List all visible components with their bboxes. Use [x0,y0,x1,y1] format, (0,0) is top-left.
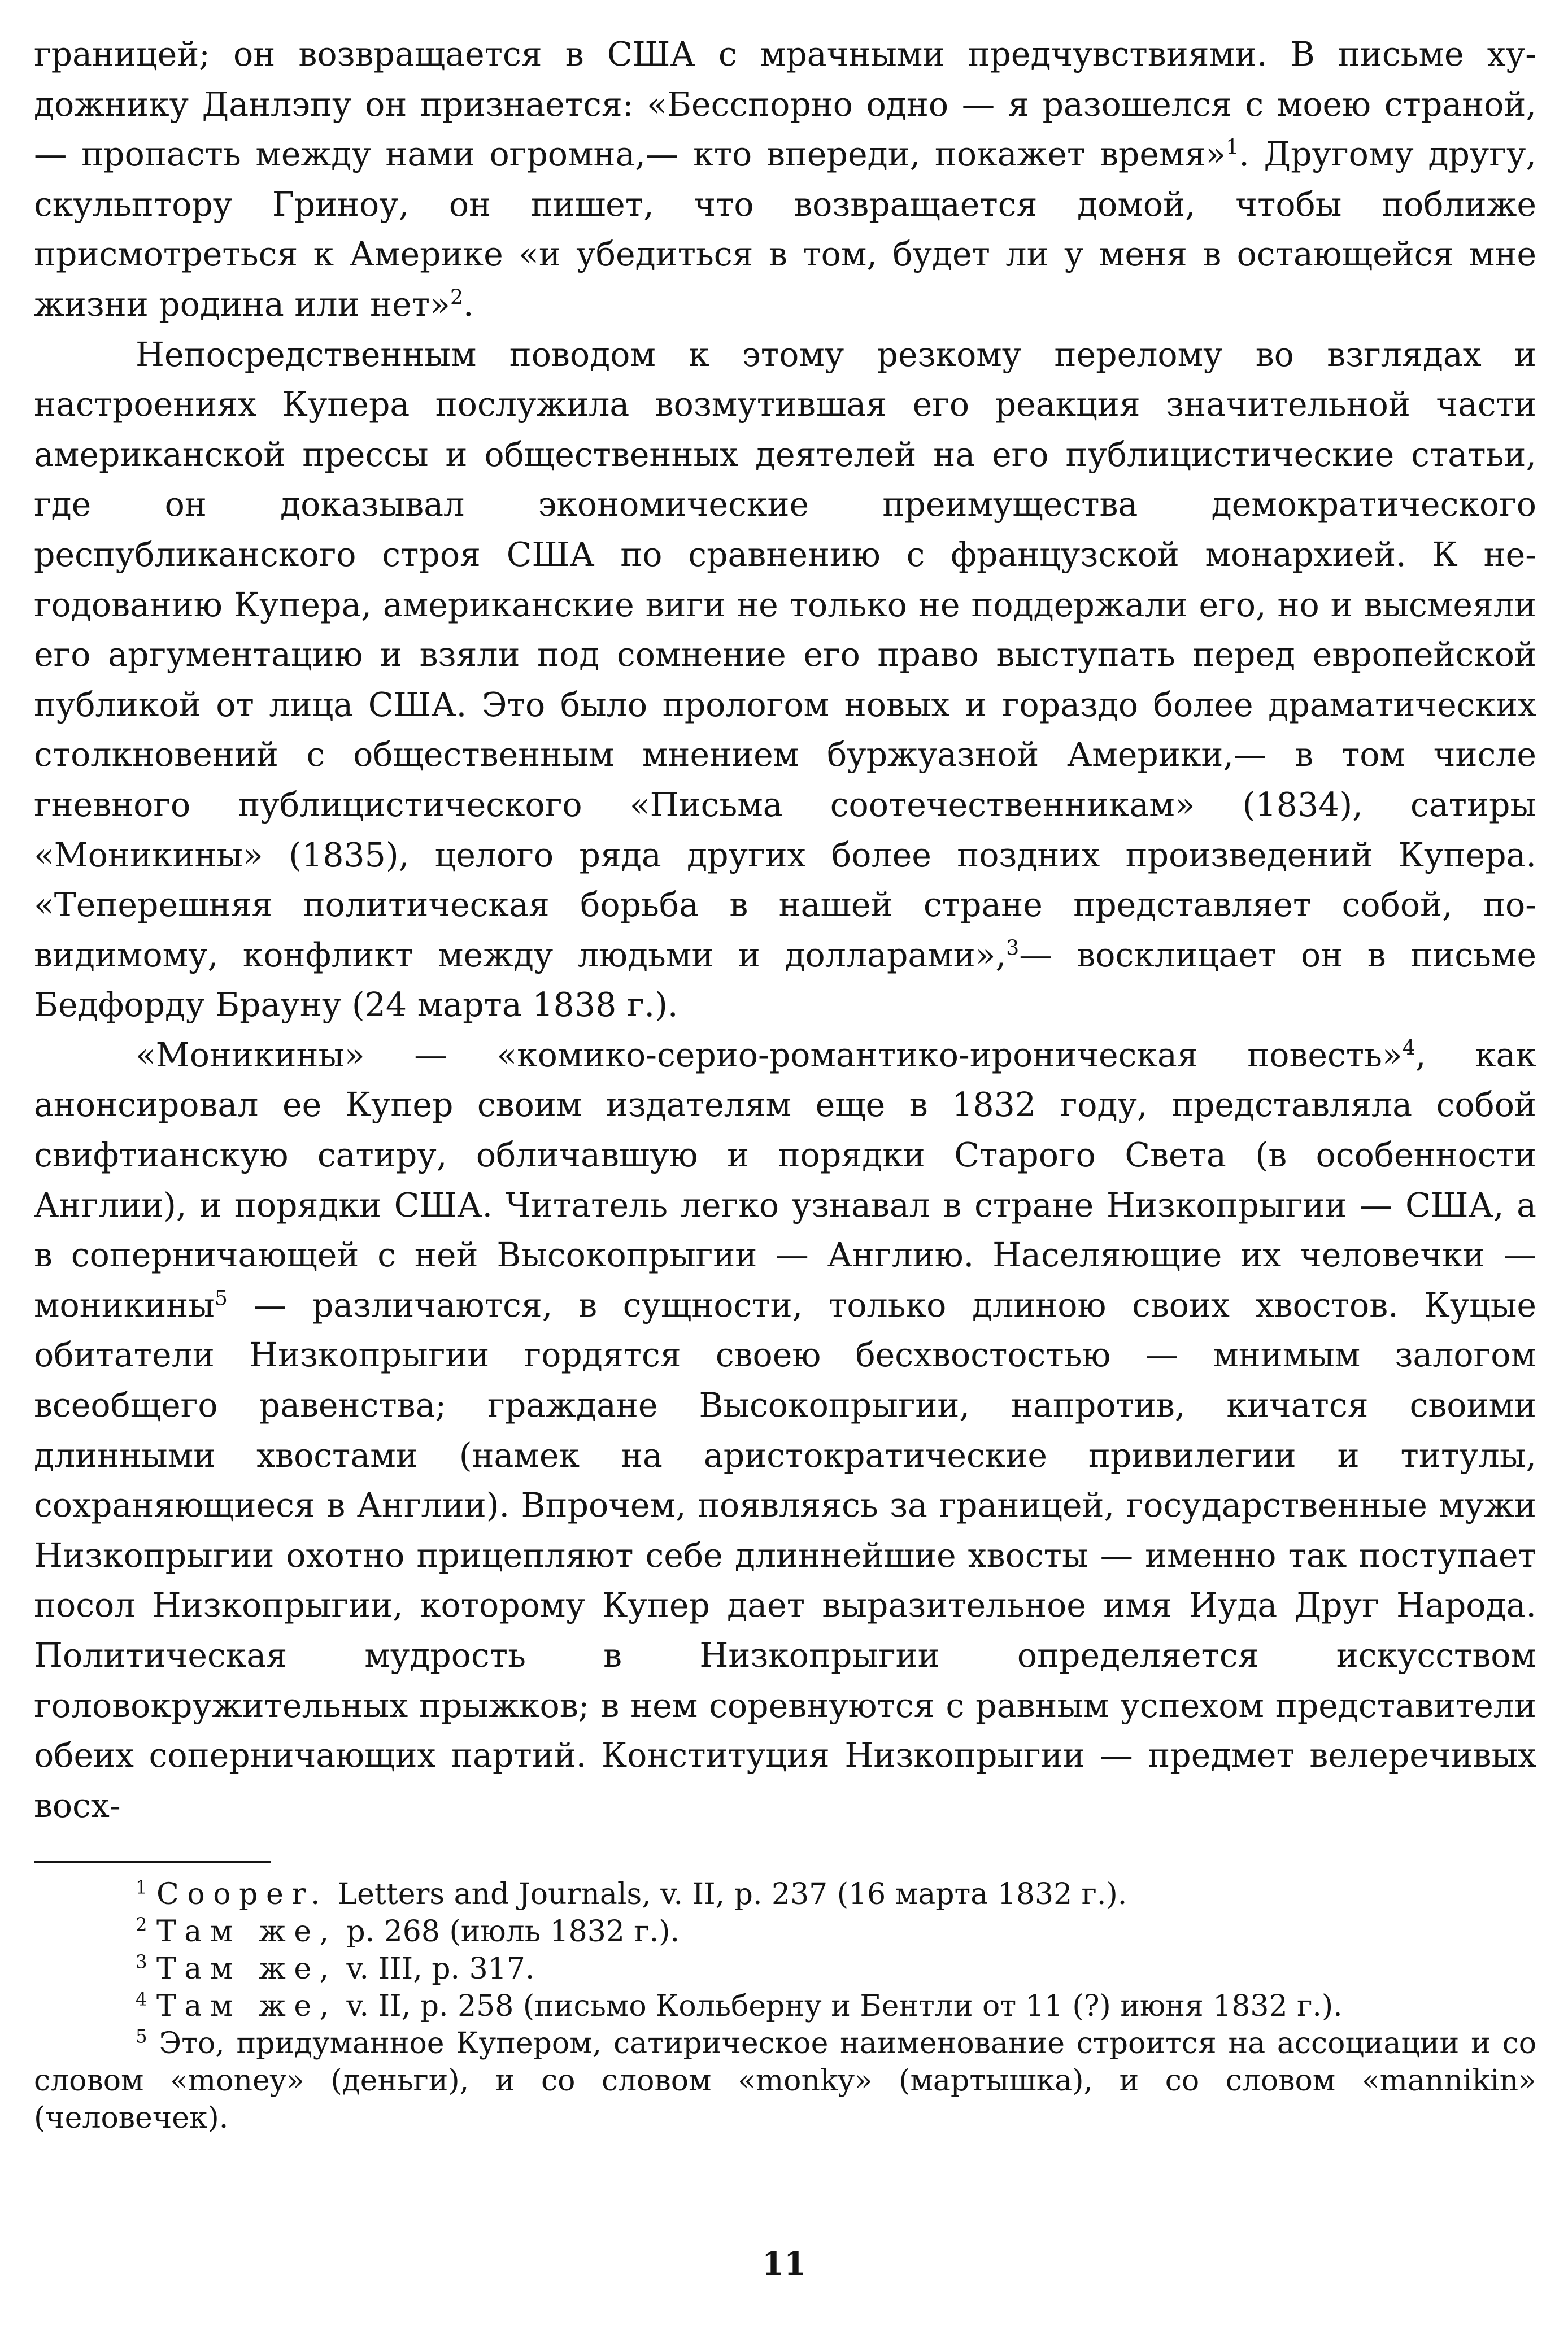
footnote-ref-1[interactable]: 1 [1226,134,1239,159]
footnote-author: Там же, [156,1952,337,1986]
paragraph-text: границей; он возвращается в США с мрачными предчувствиями. В письме художнику Данлэпу он признается: «Бесспорно одно — я разошелся с моею страной,— пропасть между нами огромна,— кто впереди, покажет время» [34,35,1536,174]
footnote-1 [34,1876,1536,1913]
paragraph-text: Непосредственным поводом к этому резкому перелому во взглядах и настроениях Купера послужила возмутившая его реакция значительной части американской прессы и общественных деятелей на его публицистические статьи, где он доказывал экономические преимущества демократического республиканского строя США по сравнению с французской монархией. К негодованию Купера, американские виги не только не поддержали его, но и высмеяли его аргументацию и взяли под сомнение его право выступать перед европейской публикой от лица США. Это было прологом новых и гораздо более драматических столкновений с общественным мнением буржуазной Америки,— в том числе гневного публицистического «Письма соотечественникам» (1834), сатиры «Моникины» (1835), целого ряда других более поздних произведений Купера. «Теперешняя политическая борьба в нашей стране представляет собой, по-видимому, конфликт между людьми и долларами», [34,335,1536,974]
footnotes-section [34,1861,1536,2137]
footnote-5 [34,2025,1536,2137]
page-body [34,29,1536,1831]
footnote-text: Это, придуманное Купером, сатирическое наименование строится на ассоциации и со словом «money» (деньги), и со словом «monky» (мартышка), и со словом «mannikin» (человечек). [34,2027,1536,2135]
paragraph-text: Другому другу, скульптору Гриноу, он пишет, что возвращается домой, чтобы поближе присмотреться к Америке «и убедиться в том, будет ли у меня в остающейся мне жизни родина или нет» [34,135,1536,324]
footnote-3 [34,1950,1536,1988]
footnote-text: p. 268 (июль 1832 г.). [346,1915,680,1949]
footnote-ref-2[interactable]: 2 [450,285,464,310]
footnote-author: Там же, [156,1989,337,2023]
footnote-number: 5 [136,2025,147,2047]
footnote-number: 4 [136,1988,147,2010]
footnote-number: 1 [136,1876,147,1898]
footnote-author: Cooper. [156,1877,329,1911]
footnote-2 [34,1913,1536,1950]
main-text [34,29,1536,1831]
footnote-4 [34,1988,1536,2025]
paragraph-text: «Моникины» — «комико-серио-романтико-ироническая повесть» [136,1035,1403,1074]
paragraph-text: , как анонсировал ее Купер своим издателям еще в 1832 году, представляла собой свифтианскую сатиру, обличавшую и порядки Старого Света (в особенности Англии), и порядки США. Читатель легко узнавал в стране Низкопрыгии — США, а в соперничающей с ней Высокопрыгии — Англию. Населяющие их человечки — моникины [34,1035,1536,1324]
paragraph-text: — восклицает он в письме Бедфорду Брауну (24 марта 1838 г.). [34,935,1536,1025]
page-number: 11 [762,2245,806,2282]
footnote-author: Там же, [156,1915,337,1949]
paragraph-text: — различаются, в сущности, только длиною своих хвостов. Куцые обитатели Низкопрыгии гордятся своею бесхвостостью — мнимым залогом всеобщего равенства; граждане Высокопрыгии, напротив, кичатся своими длинными хвостами (намек на аристократические привилегии и титулы, сохраняющиеся в Англии). Впрочем, появляясь за границей, государственные мужи Низкопрыгии охотно прицепляют себе длиннейшие хвосты — именно так поступает посол Низкопрыгии, которому Купер дает выразительное имя Иуда Друг Народа. Политическая мудрость в Низкопрыгии определяется искусством головокружительных прыжков; в нем соревнуются с равным успехом представители обеих соперничающих партий. Конституция Низкопрыгии — предмет велеречивых восх- [34,1286,1536,1825]
footnote-ref-5[interactable]: 5 [214,1286,228,1310]
paragraph-3 [34,1030,1536,1831]
footnote-ref-4[interactable]: 4 [1402,1035,1415,1060]
paragraph-1: границей; он возвращается в США с мрачными предчувствиями. В письме художнику Данлэпу он признается: «Бесспорно одно — я разошелся с моею страной,— пропасть между нами огромна,— кто впереди, покажет время»$^1$. Другому другу, скульптору Гриноу, он пишет, что возвращается домой, чтобы поближе присмотреться к Америке «и убедиться в том, будет ли у меня в остающейся мне жизни родина или нет»$^2$. [34,35,1536,324]
footnote-ref-3[interactable]: 3 [1006,935,1020,960]
footnote-text: Letters and Journals, v. II, p. 237 (16 марта 1832 г.). [337,1877,1127,1911]
paragraph-2 [34,330,1536,1030]
footnote-text: v. II, p. 258 (письмо Кольберну и Бентли от 11 (?) июня 1832 г.). [346,1989,1343,2023]
footnote-text: v. III, p. 317. [346,1952,535,1986]
footnote-number: 3 [136,1951,147,1973]
footnote-divider [34,1861,271,1863]
footnote-number: 2 [136,1914,147,1936]
